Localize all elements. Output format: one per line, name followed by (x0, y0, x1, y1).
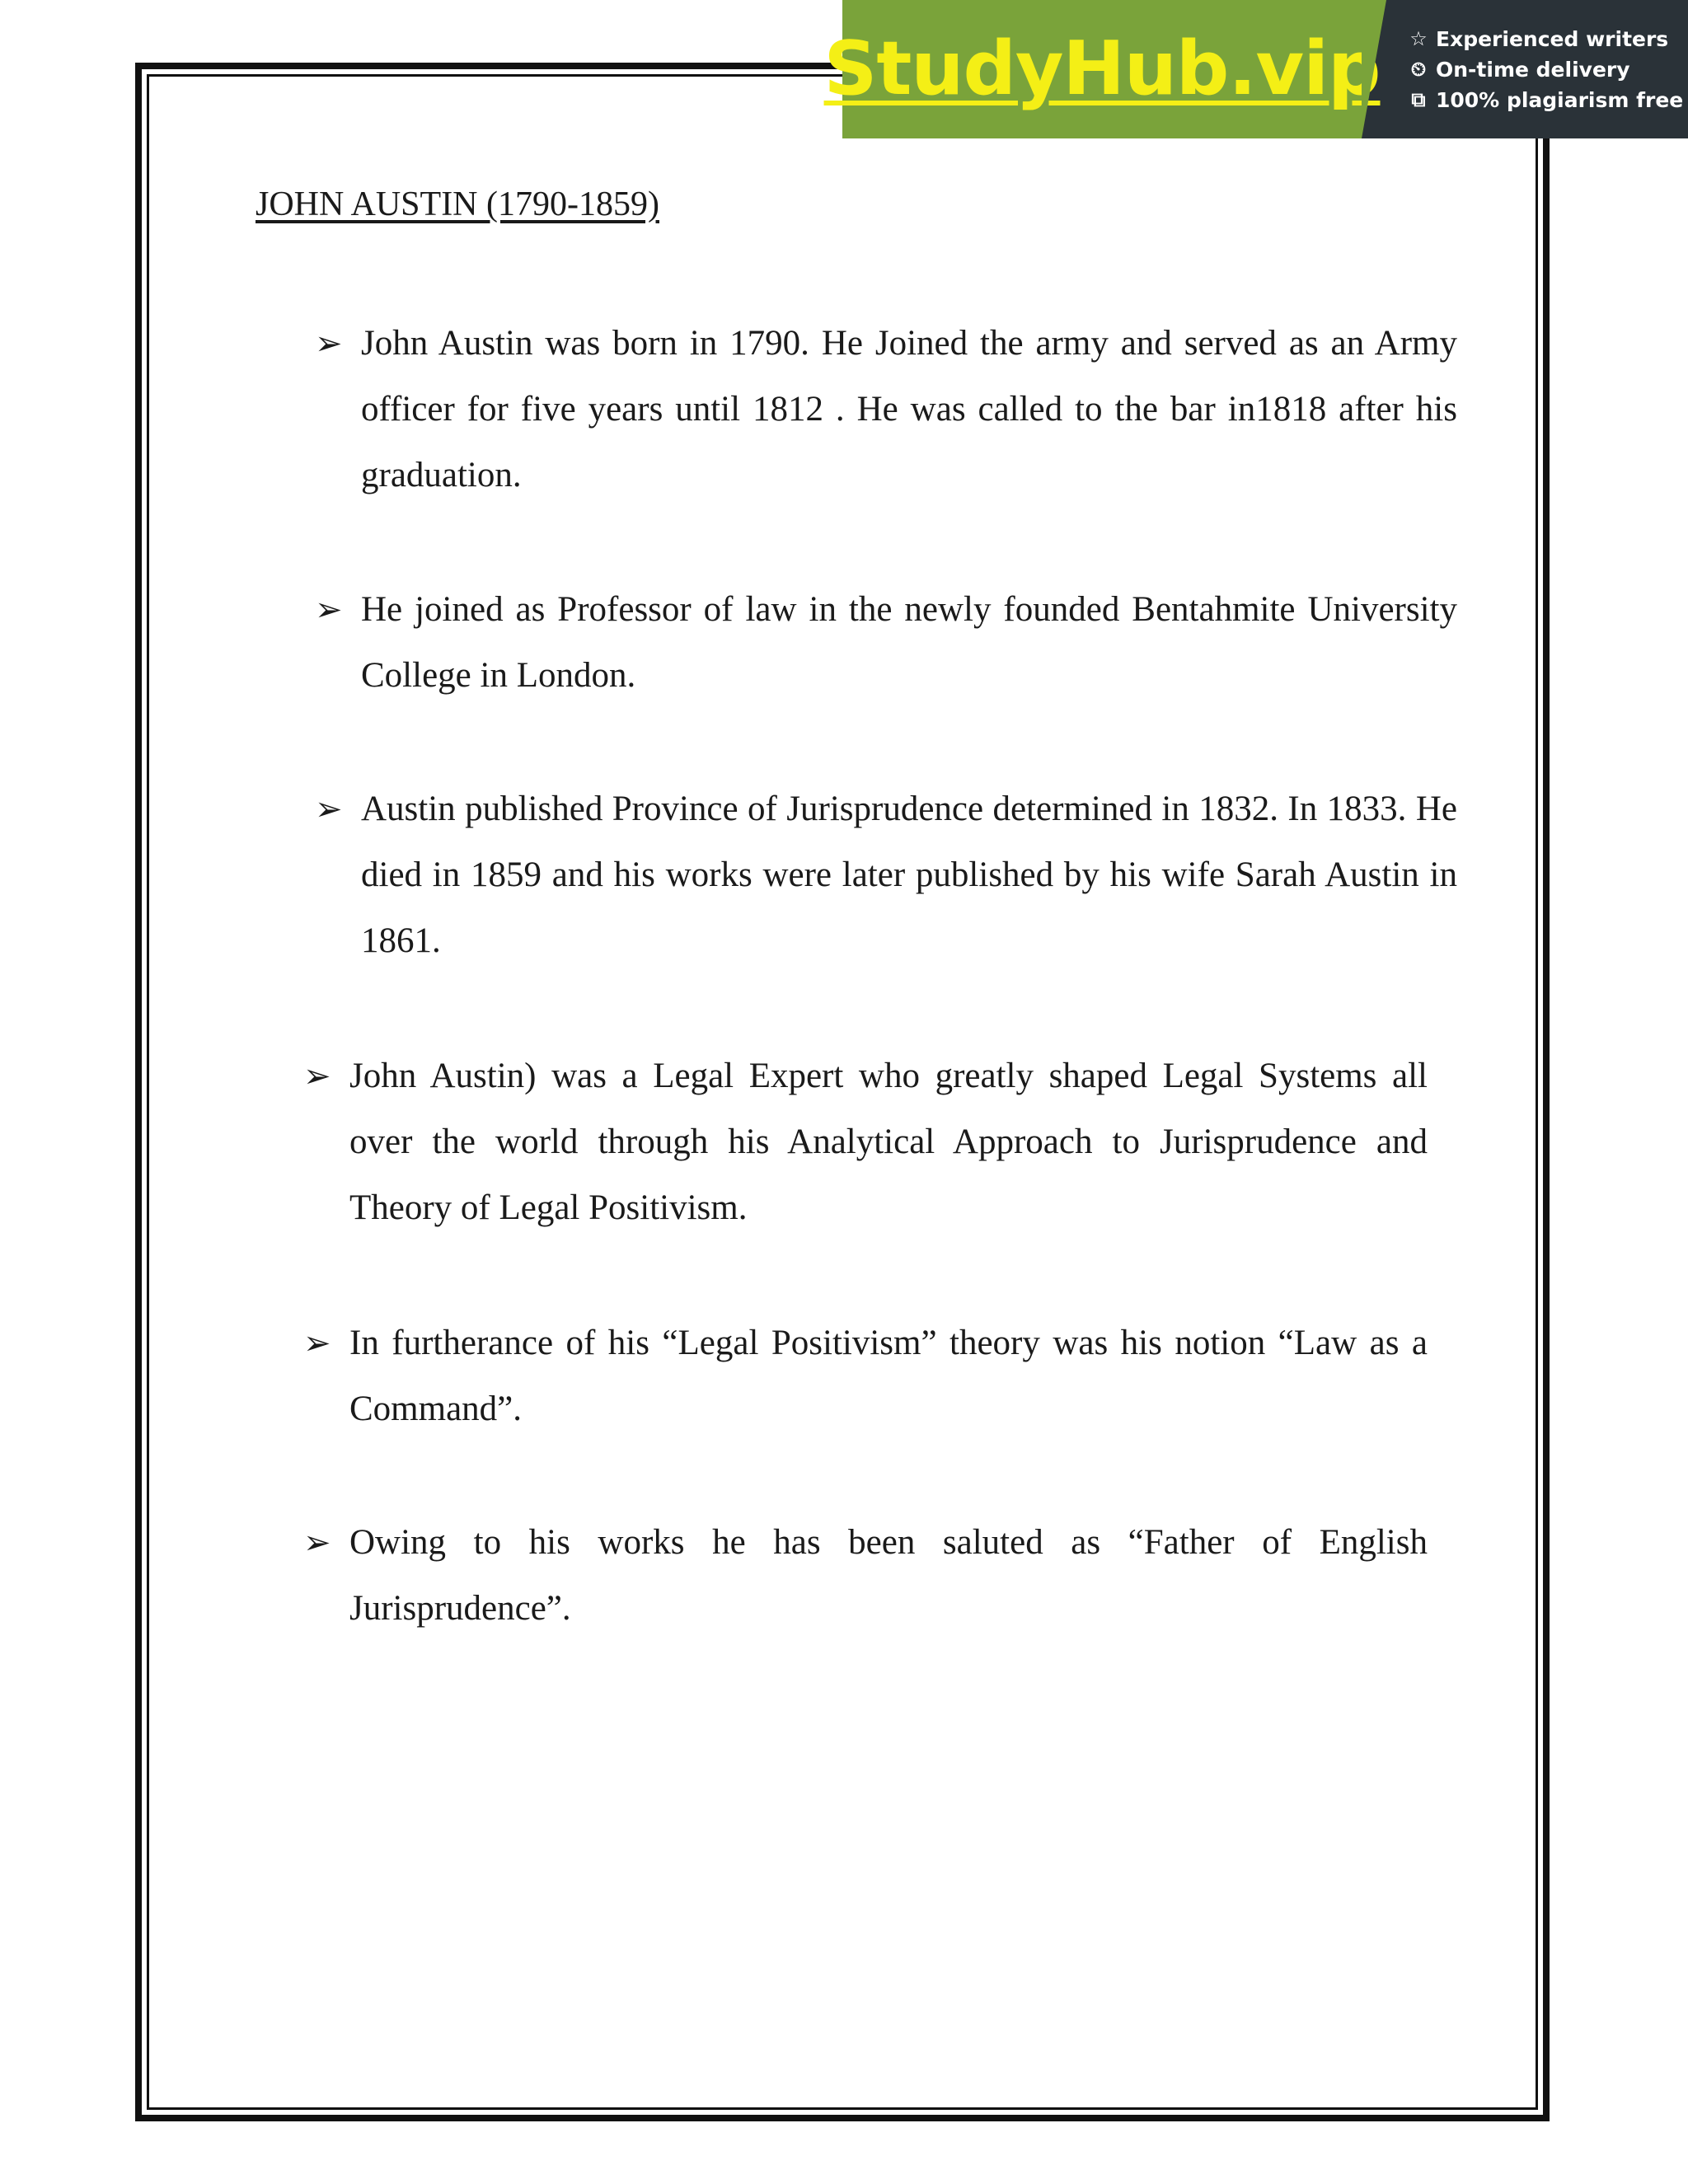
list-item-text: Austin published Province of Jurisprudence determined in 1832. In 1833. He died in 1859 and his works were later published by his wife Sarah Austin in 1861. (361, 790, 1457, 960)
arrow-bullet-icon: ➢ (303, 1324, 331, 1361)
banner-notch (1362, 0, 1386, 138)
feature-label: On-time delivery (1436, 57, 1630, 82)
feature-experienced-writers (1408, 27, 1688, 51)
list-item (315, 776, 1457, 974)
list-item-text: John Austin was born in 1790. He Joined the army and served as an Army officer for five years until 1812 . He was called to the bar in1818 after his graduation. (361, 324, 1457, 494)
banner-features (1362, 0, 1688, 138)
studyhub-logo[interactable]: StudyHub.vip (823, 26, 1381, 112)
list-item-text: He joined as Professor of law in the newly founded Bentahmite University College in London. (361, 590, 1457, 695)
star-icon: ☆ (1409, 27, 1428, 50)
list-item (303, 1310, 1428, 1442)
list-item-text: Owing to his works he has been saluted as “Father of English Jurisprudence”. (349, 1523, 1428, 1628)
list-item (315, 311, 1457, 509)
list-item (315, 577, 1457, 709)
list-item (303, 1510, 1428, 1642)
banner-logo-panel[interactable] (823, 0, 1381, 138)
arrow-bullet-icon: ➢ (315, 790, 343, 827)
feature-label: Experienced writers (1436, 26, 1669, 51)
studyhub-banner[interactable] (823, 0, 1688, 138)
arrow-bullet-icon: ➢ (315, 325, 343, 362)
feature-on-time-delivery (1408, 58, 1688, 82)
list-item (303, 1043, 1428, 1241)
document-title: JOHN AUSTIN (1790-1859) (256, 185, 659, 223)
arrow-bullet-icon: ➢ (315, 591, 343, 628)
arrow-bullet-icon: ➢ (303, 1524, 331, 1561)
feature-plagiarism-free (1408, 88, 1688, 112)
copy-icon: ⧉ (1411, 88, 1426, 111)
arrow-bullet-icon: ➢ (303, 1057, 331, 1094)
list-item-text: In furtherance of his “Legal Positivism” theory was his notion “Law as a Command”. (349, 1324, 1428, 1428)
feature-label: 100% plagiarism free (1436, 87, 1684, 112)
list-item-text: John Austin) was a Legal Expert who greatly shaped Legal Systems all over the world through his Analytical Approach to Jurisprudence and Theory of Legal Positivism. (349, 1057, 1428, 1227)
clock-icon: ⏲ (1410, 58, 1427, 81)
